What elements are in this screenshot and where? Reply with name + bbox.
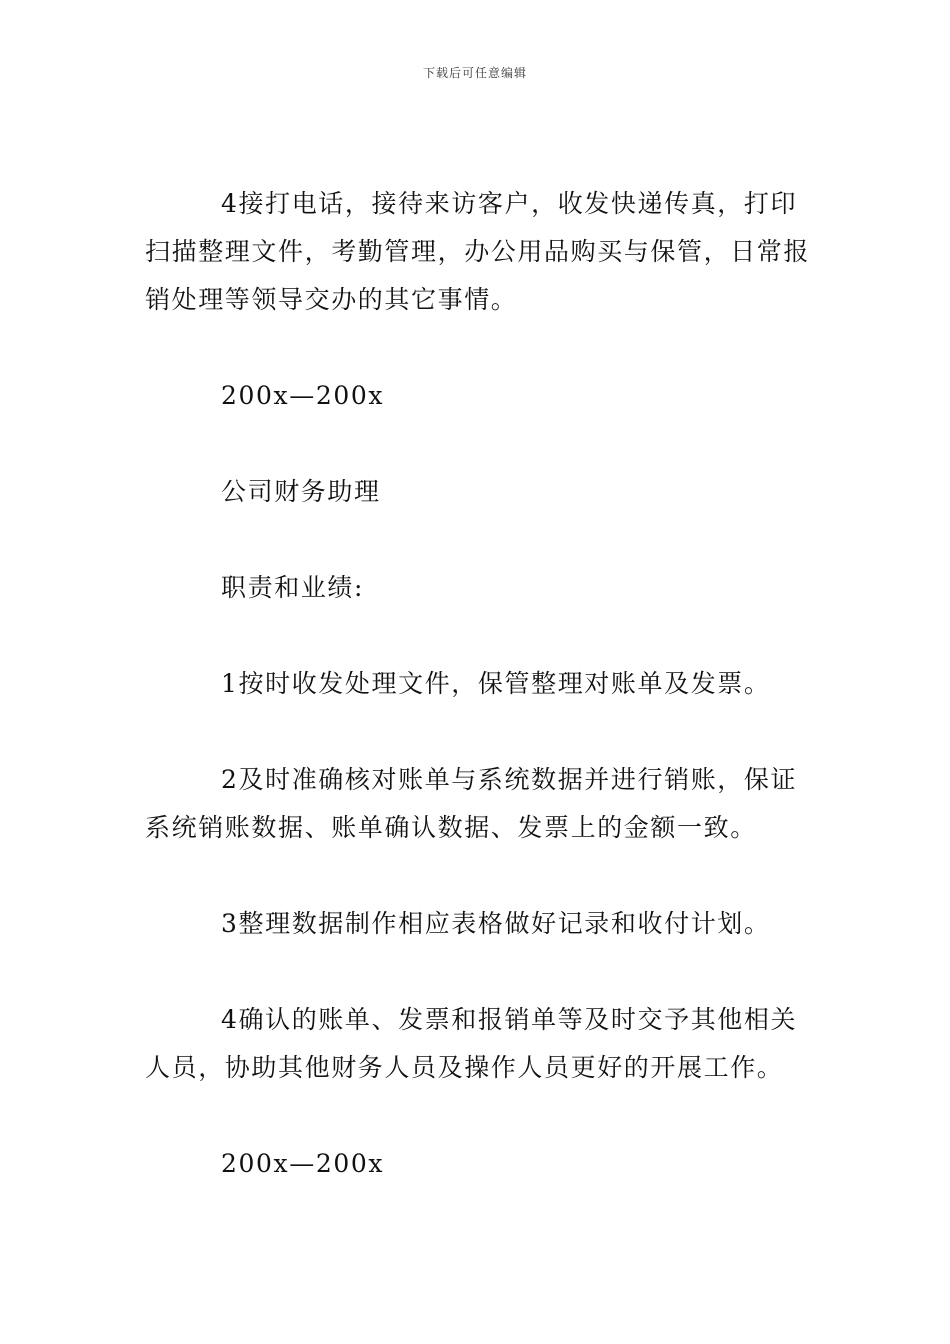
duties-heading: 职责和业绩:	[221, 573, 365, 602]
period-date-range-next: 200x—200x	[221, 1149, 385, 1178]
page-header-note: 下载后可任意编辑	[422, 66, 527, 80]
duty-item-4: 4确认的账单、发票和报销单等及时交予其他相关人员，协助其他财务人员及操作人员更好的开展工作。	[145, 1005, 798, 1082]
paragraph-spacer	[145, 516, 810, 564]
duty-item-1: 1按时收发处理文件，保管整理对账单及发票。	[221, 669, 771, 698]
paragraph-spacer	[145, 948, 810, 996]
document-body	[145, 180, 810, 1188]
period-date-range: 200x—200x	[221, 381, 385, 410]
paragraph-spacer	[145, 420, 810, 468]
paragraph-spacer	[145, 612, 810, 660]
paragraph-spacer	[145, 708, 810, 756]
job-title: 公司财务助理	[221, 477, 381, 506]
paragraph-spacer	[145, 324, 810, 372]
paragraph-duties-item-4-previous: 4接打电话，接待来访客户，收发快递传真，打印扫描整理文件，考勤管理，办公用品购买与保管，日常报销处理等领导交办的其它事情。	[145, 189, 811, 314]
duty-item-3: 3整理数据制作相应表格做好记录和收付计划。	[221, 909, 771, 938]
duty-item-2: 2及时准确核对账单与系统数据并进行销账，保证系统销账数据、账单确认数据、发票上的金额一致。	[145, 765, 798, 842]
paragraph-spacer	[145, 1092, 810, 1140]
paragraph-spacer	[145, 852, 810, 900]
